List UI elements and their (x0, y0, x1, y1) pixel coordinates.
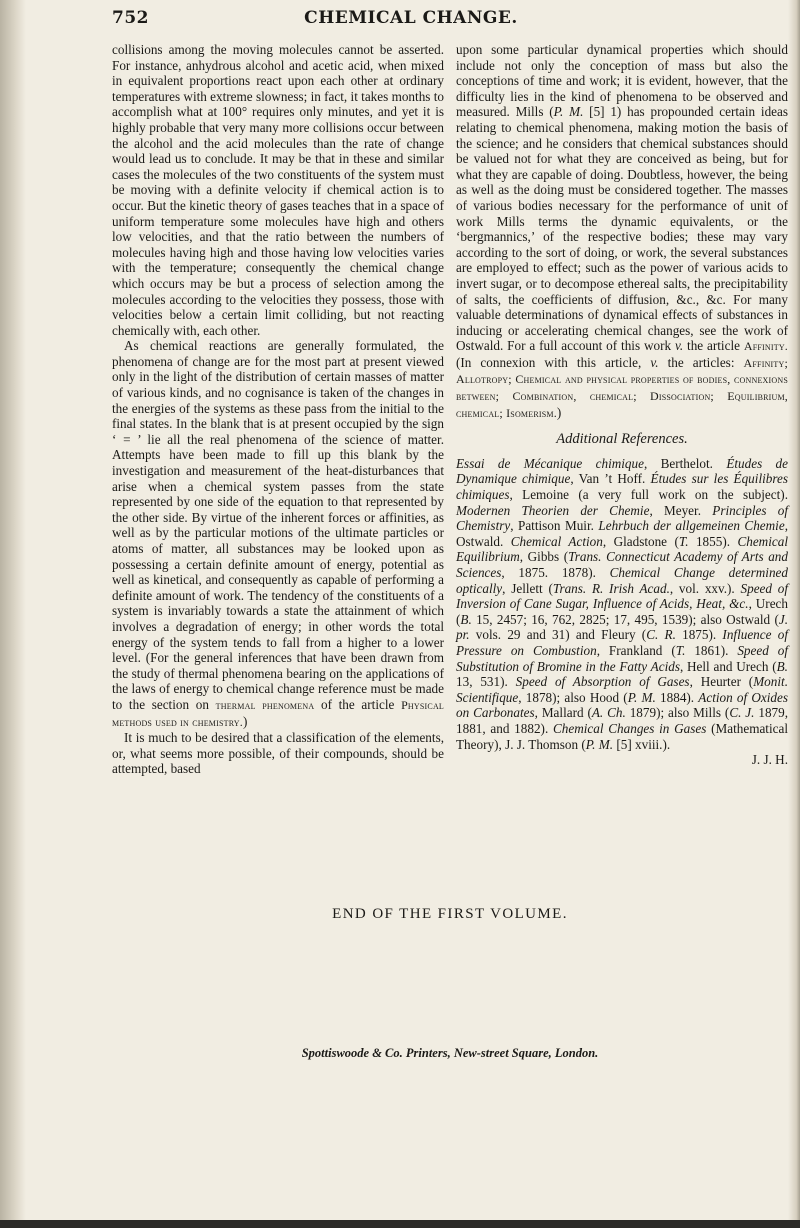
reference-detail: , Gladstone ( (602, 533, 679, 549)
paragraph: It is much to be desired that a classification of the elements, or, what seems more possible, of their compounds, should be attempted, based (112, 730, 444, 777)
reference-title: Speed of Absorption of Gases (515, 674, 690, 690)
vide-marker: v. (674, 338, 684, 354)
reference-detail: , 1875. 1878). (501, 565, 610, 580)
reference-detail: 1875). (675, 627, 723, 643)
reference-title: C. R. (646, 627, 676, 643)
article-reference: Physical methods used in chemistry. (112, 697, 445, 729)
paragraph-text: the article (687, 338, 740, 354)
reference-detail: (Mathematical Theory), J. J. Thomson ( (456, 720, 788, 752)
reference-title: Chemical Equilibrium (456, 533, 788, 565)
reference-title: P. M. (585, 736, 614, 752)
reference-title: Études de Dynamique chimique (456, 455, 789, 487)
page-edge-shadow (788, 0, 800, 1228)
reference-detail: , Pattison Muir. (510, 518, 599, 534)
paragraph-text: As chemical reactions are generally formulated, the phenomena of change are for the most part at present viewed only in the light of the distribution of certain masses of matter of various kinds, and no cognisance is taken of the changes in the energies of the systems as these pass from the initial to the final states. In the blank that is at present occupied by the sign ‘ = ’ lie all the real phenomena of the science of matter. Attempts have been made to fill up this blank by the investigation and measurement of the heat-disturbances that arise when a chemical system passes from the state represented by one side of the equation to that represented by the other side. By virtue of the inherent forces or affinities, as well as by the particular motions of the ultimate particles or atoms of matter, all substances may be looked upon as possessing a certain definite amount of energy, potential as well as kinetical, and consequently as capable of performing a definite amount of work. The tendency of the constituents of a system is invariably towards a state the attainment of which involves a degradation of energy; in other words the total energy of the system tends to fall from a higher to a lower level. (For the general inferences that have been drawn from the study of thermal phenomena bearing on the applications of the laws of energy to chemical change reference must be made to the section on (112, 338, 444, 712)
reference-detail: vols. 29 and 31) and Fleury ( (469, 627, 647, 643)
reference-detail: , Mallard ( (534, 705, 592, 721)
page-gutter-shadow (0, 0, 26, 1228)
reference-detail: , vol. xxv.). (669, 580, 741, 596)
reference-detail: , Hell and Urech ( (679, 658, 777, 674)
reference-title: Chemical Changes in Gases (552, 720, 707, 736)
references-list (456, 456, 788, 768)
journal-reference: P. M. (553, 104, 584, 120)
reference-title: Principles of Chemistry (456, 502, 788, 534)
reference-detail: , Lemoine (a very full work on the subject). (509, 487, 788, 503)
paragraph (456, 42, 788, 421)
reference-detail: , Ostwald. (456, 518, 788, 549)
reference-detail: [5] xviii.). (613, 736, 671, 752)
reference-detail: , 1878); also Hood ( (518, 689, 628, 705)
reference-detail: , Urech ( (456, 596, 788, 627)
section-reference: thermal phenomena (215, 697, 315, 712)
reference-detail: , Van ’t Hoff. (570, 471, 651, 487)
paragraph-text: ) (556, 404, 562, 420)
reference-title: Influence of Pressure on Combustion (456, 627, 788, 658)
article-list: Affinity; Allotropy; Chemical and physical properties of bodies, connexions between; Combination, chemical; Dissociation; Equilibrium, chemical; Isomerism. (456, 355, 789, 420)
reference-detail: , Jellett ( (502, 580, 553, 596)
reference-title: Speed of Substitution of Bromine in the Fatty Acids (456, 642, 788, 674)
reference-detail: 1879, 1881, and 1882). (456, 705, 789, 736)
reference-detail: 1855). (688, 533, 738, 549)
reference-title: Études sur les Équilibres chimiques (456, 471, 788, 503)
reference-title: J. pr. (456, 611, 788, 643)
reference-detail: , Frankland ( (596, 642, 676, 658)
author-signature: J. J. H. (751, 752, 788, 768)
reference-title: B. (460, 611, 472, 627)
paragraph-text: the articles: (667, 354, 735, 370)
reference-title: B. (776, 658, 788, 674)
paragraph-text: ) (243, 713, 248, 729)
reference-detail: , Gibbs ( (519, 549, 569, 565)
end-of-volume: END OF THE FIRST VOLUME. (332, 906, 568, 922)
reference-title: Chemical Change determined optically (456, 565, 788, 596)
paragraph (112, 338, 444, 730)
page-number: 752 (112, 8, 149, 28)
paragraph-text: upon some particular dynamical properties which should include not only the conception of mass but also the conceptions of time and work; it is evident, however, that the difficulty lies in the kind of phenomena to be observed and measured. Mills ( (456, 42, 788, 120)
reference-title: Trans. Connecticut Academy of Arts and Sciences (456, 549, 788, 580)
paragraph-text: (In connexion with this article, (456, 354, 642, 370)
reference-title: Lehrbuch der allgemeinen Chemie (598, 518, 785, 534)
paragraph-text: of the article (320, 696, 395, 712)
reference-detail: 13, 531). (456, 674, 516, 690)
reference-detail: 1884). (655, 689, 699, 705)
reference-title: T. (675, 642, 686, 658)
references-body (456, 456, 788, 752)
reference-title: T. (678, 533, 689, 549)
page-header (112, 8, 710, 34)
vide-marker: v. (650, 354, 659, 370)
reference-title: Speed of Inversion of Cane Sugar, Influence of Acids, Heat, &c. (456, 580, 788, 612)
printer-imprint: Spottiswoode & Co. Printers, New-street Square, London. (301, 1046, 599, 1060)
paragraph-text: [5] 1) has propounded certain ideas relating to chemical phenomena, making motion the basis of the science; and he considers that chemical substances should be valued not for what they are conceived as being, but for what they are capable of doing. Doubtless, however, the being as well as the doing must be considered together. The masses of various bodies necessary for the performance of unit of work Mills terms the dynamic equivalents, or the ‘bergmannics,’ of the respective bodies; these may vary according to the sort of doing, or work, the several substances are employed to effect; such as the power of various acids to invert sugar, or to decompose ethereal salts, the precipitability of salts, the coefficients of diffusion, &c., &c. For many valuable determinations of dynamical effects of substances in inducing or accelerating chemical changes, see the work of Ostwald. For a full account of this work (456, 104, 789, 354)
reference-title: A. Ch. (591, 705, 626, 721)
running-head: CHEMICAL CHANGE. (304, 8, 518, 28)
reference-detail: 15, 2457; 16, 762, 2825; 17, 495, 1539); also Ostwald ( (471, 611, 779, 627)
reference-title: Chemical Action (510, 533, 603, 549)
reference-title: P. M. (627, 689, 656, 705)
left-column (112, 42, 444, 777)
reference-detail: , Meyer. (649, 502, 713, 518)
paragraph: collisions among the moving molecules cannot be asserted. For instance, anhydrous alcohol and acetic acid, when mixed in equivalent proportions react upon each other at ordinary temperatures with extreme slowness; in fact, it takes months to accomplish what at 100° requires only minutes, and yet it is highly probable that very many more collisions occur between the alcohol and the acid molecules than the rate of change would lead us to conclude. It may be that in these and similar cases the molecules of the two constituents of the system must be moving with a definite velocity if chemical action is to occur. But the kinetic theory of gases teaches that in a space of uniform temperature some molecules have high and others low velocities, and that the ratio between the numbers of molecules having high and those having low velocities varies with the temperature; consequently the chemical change which occurs may be but a process of selection among the molecules according to the velocities they possess, those with velocities below a certain limit colliding, but not reacting chemically with, each other. (112, 42, 444, 338)
reference-detail: , Heurter ( (689, 674, 754, 690)
reference-detail: 1861). (685, 642, 738, 658)
page-bottom-edge (0, 1220, 800, 1228)
right-column (456, 42, 788, 768)
reference-title: C. J. (729, 705, 755, 721)
reference-title: Monit. Scientifique (456, 674, 788, 705)
reference-title: Modernen Theorien der Chemie (456, 502, 650, 518)
reference-detail: 1879); also Mills ( (625, 705, 730, 721)
reference-title: Trans. R. Irish Acad. (552, 580, 670, 596)
reference-title: Action of Oxides on Carbonates (456, 689, 788, 721)
article-reference: Affinity. (743, 339, 789, 354)
reference-detail: , Berthelot. (643, 455, 727, 471)
references-heading: Additional References. (556, 431, 688, 448)
reference-title: Essai de Mécanique chimique (456, 455, 644, 471)
